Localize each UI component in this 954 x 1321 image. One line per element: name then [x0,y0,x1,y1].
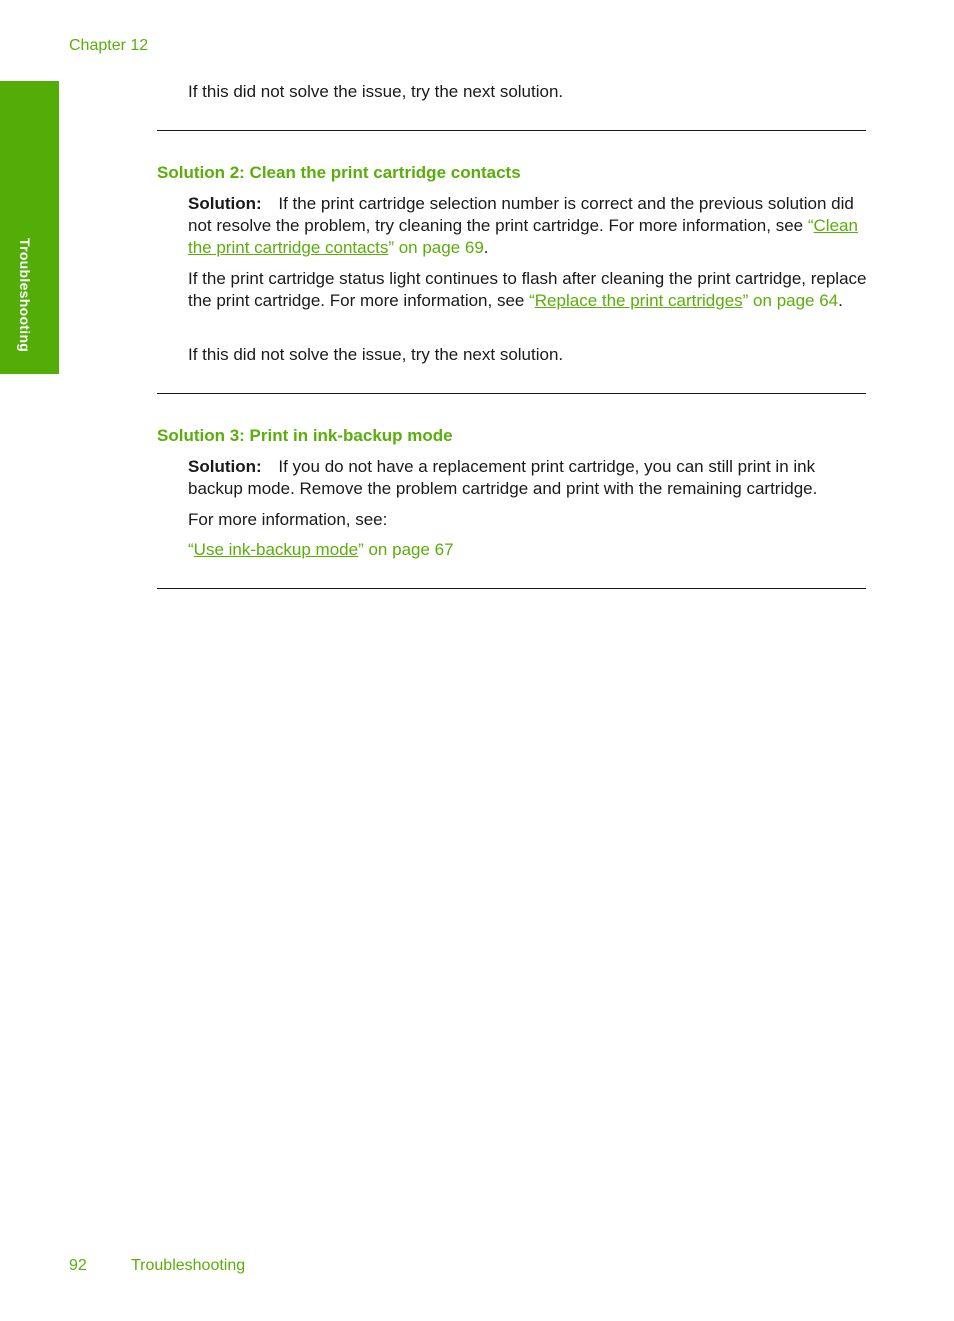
divider [157,588,866,589]
link-page-ref: ” on page 64 [742,291,839,310]
intro-paragraph: If this did not solve the issue, try the next solution. [188,82,564,101]
divider [157,130,866,131]
solution-3-heading: Solution 3: Print in ink-backup mode [157,426,453,445]
link-text: Clean the print cartridge contacts [188,216,858,257]
solution-3-paragraph-1 [188,456,868,500]
solution-3-link-line [188,539,868,561]
page-number: 92 [69,1257,87,1274]
divider [157,393,866,394]
ink-backup-mode-link[interactable] [188,540,454,559]
link-page-ref: ” on page 69 [388,238,484,257]
solution-label: Solution: [188,457,262,476]
replace-cartridges-link[interactable] [529,291,838,310]
solution-2-text-2: If the print cartridge status light continues to flash after cleaning the print cartridge, replace the print cartridge. For more information, see [188,269,867,310]
footer-section: Troubleshooting [131,1257,246,1274]
solution-2-paragraph-2 [188,268,868,312]
solution-2-paragraph-1 [188,193,868,259]
period: . [838,291,843,310]
solution-label: Solution: [188,194,262,213]
solution-2-heading: Solution 2: Clean the print cartridge contacts [157,163,521,182]
period: . [483,238,489,257]
link-page-ref: ” on page 67 [358,540,454,559]
link-text: Use ink-backup mode [193,540,359,559]
solution-2-text: If the print cartridge selection number is correct and the previous solution did not resolve the problem, try cleaning the print cartridge. For more information, see [188,194,854,235]
chapter-header: Chapter 12 [69,37,149,54]
solution-3-text: If you do not have a replacement print cartridge, you can still print in ink backup mode. Remove the problem cartridge and print with the remaining cartridge. [188,457,818,498]
link-text: Replace the print cartridges [534,291,743,310]
solution-2-paragraph-3: If this did not solve the issue, try the next solution. [188,345,564,364]
quote-open: “ [529,291,535,310]
solution-3-paragraph-2: For more information, see: [188,510,388,529]
quote-open: “ [807,216,814,235]
side-tab-label: Troubleshooting [17,238,33,353]
quote-open: “ [188,540,194,559]
